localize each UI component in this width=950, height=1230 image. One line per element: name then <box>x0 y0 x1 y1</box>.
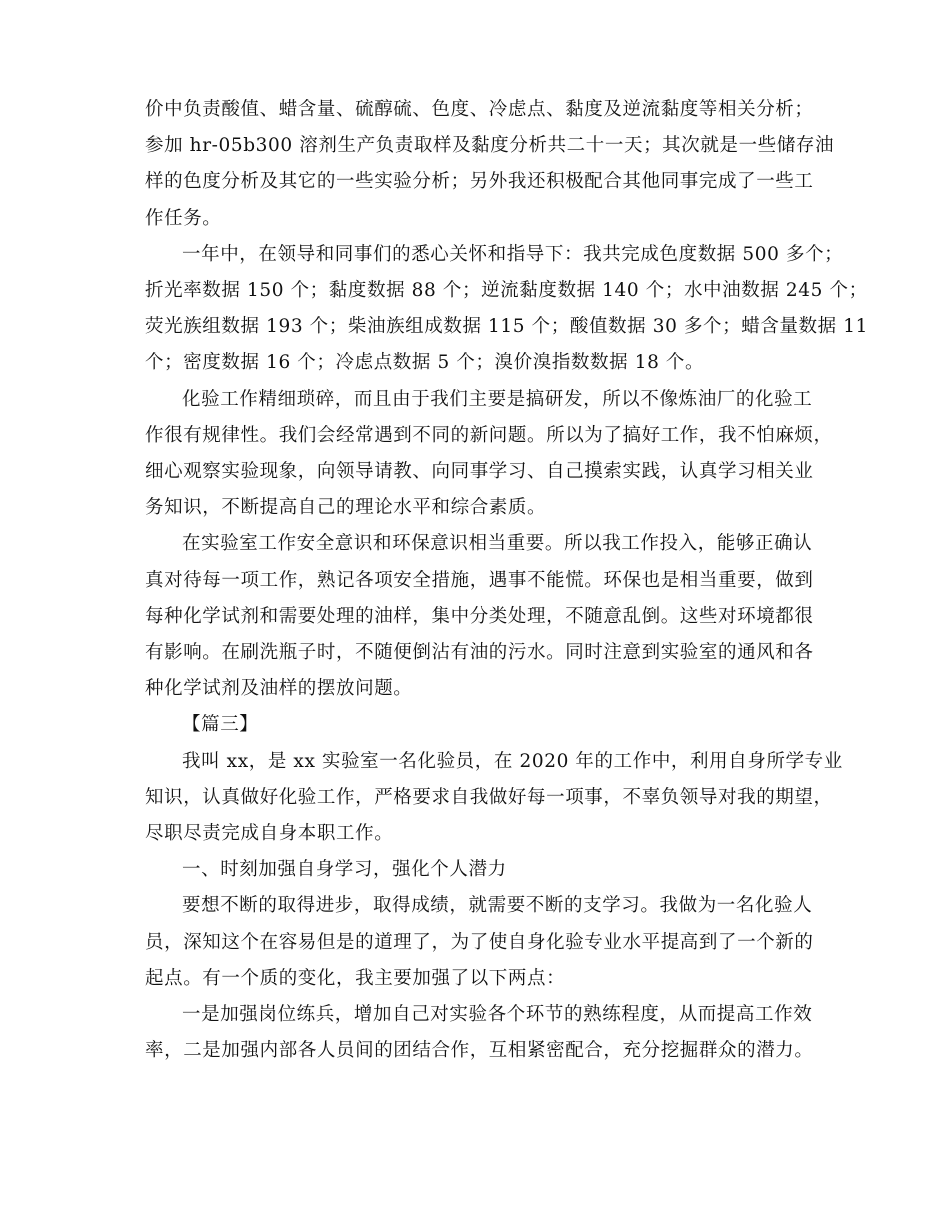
text-line <box>145 526 813 562</box>
line-text: 样的色度分析及其它的一些实验分析；另外我还积极配合其他同事完成了一些工 <box>145 171 814 193</box>
line-text: 价中负责酸值、蜡含量、硫醇硫、色度、冷虑点、黏度及逆流黏度等相关分析； <box>145 99 814 120</box>
text-line <box>145 852 805 888</box>
line-text: 员，深知这个在容易但是的道理了，为了使自身化验专业水平提高到了一个新的 <box>145 931 814 953</box>
line-text: 每种化学试剂和需要处理的油样，集中分类处理，不随意乱倒。这些对环境都很 <box>145 605 814 627</box>
text-line <box>145 454 814 490</box>
text-line <box>145 164 814 200</box>
paragraph-section-heading <box>145 707 805 743</box>
text-line <box>145 237 844 273</box>
text-line <box>145 563 814 599</box>
paragraph-two-points <box>145 997 814 1069</box>
text-line <box>145 1033 814 1069</box>
text-line <box>145 780 833 816</box>
text-line <box>145 671 805 707</box>
line-text: 有影响。在刷洗瓶子时，不随便倒沾有油的污水。同时注意到实验室的通风和各 <box>145 642 814 664</box>
text-line <box>145 273 868 309</box>
text-line <box>145 418 833 454</box>
line-text: 要想不断的取得进步，取得成绩，就需要不断的支学习。我做为一名化验人 <box>182 895 813 917</box>
line-text: 种化学试剂及油样的摆放问题。 <box>145 678 413 700</box>
line-text: 参加 hr-05b300 溶剂生产负责取样及黏度分析共二十一天；其次就是一些储存油 <box>145 135 835 157</box>
paragraph-study <box>145 888 814 997</box>
text-line <box>145 888 813 924</box>
line-text: 化验工作精细琐碎，而且由于我们主要是搞研发，所以不像炼油厂的化验工 <box>182 388 813 410</box>
text-line <box>145 997 813 1033</box>
text-line <box>145 816 805 852</box>
line-text: 尽职尽责完成自身本职工作。 <box>145 823 394 845</box>
line-text: 在实验室工作安全意识和环保意识相当重要。所以我工作投入，能够正确认 <box>182 533 813 555</box>
text-line <box>145 309 868 345</box>
text-line <box>145 382 813 418</box>
text-line <box>145 128 835 164</box>
paragraph-continued-analysis <box>145 92 835 237</box>
paragraph-intro <box>145 744 843 853</box>
text-line <box>145 92 814 128</box>
line-text: 折光率数据 150 个；黏度数据 88 个；逆流黏度数据 140 个；水中油数据 245 个； <box>145 280 868 302</box>
line-text: 我叫 xx，是 xx 实验室一名化验员，在 2020 年的工作中，利用自身所学专业 <box>182 750 843 772</box>
line-text: 作很有规律性。我们会经常遇到不同的新问题。所以为了搞好工作，我不怕麻烦， <box>145 424 833 446</box>
line-text: 一是加强岗位练兵，增加自己对实验各个环节的熟练程度，从而提高工作效 <box>182 1004 813 1026</box>
line-text: 作任务。 <box>145 207 222 229</box>
paragraph-safety <box>145 526 814 707</box>
line-text: 务知识，不断提高自己的理论水平和综合素质。 <box>145 497 547 519</box>
text-line <box>145 490 805 526</box>
paragraph-data-counts <box>145 237 868 382</box>
text-line <box>145 201 805 237</box>
line-text: 荧光族组数据 193 个；柴油族组成数据 115 个；酸值数据 30 多个；蜡含量数据 11 <box>145 316 868 338</box>
text-line <box>145 345 805 381</box>
line-text: 细心观察实验现象，向领导请教、向同事学习、自己摸索实践，认真学习相关业 <box>145 461 814 483</box>
line-text: 率，二是加强内部各人员间的团结合作，互相紧密配合，充分挖掘群众的潜力。 <box>145 1040 814 1062</box>
paragraph-lab-work <box>145 382 833 527</box>
text-line <box>145 635 814 671</box>
document-body <box>145 92 868 1069</box>
paragraph-subheading-1 <box>145 852 805 888</box>
line-text: 真对待每一项工作，熟记各项安全措施，遇事不能慌。环保也是相当重要，做到 <box>145 569 814 591</box>
text-line <box>145 744 843 780</box>
line-text: 个；密度数据 16 个；冷虑点数据 5 个；溴价溴指数数据 18 个。 <box>145 352 705 374</box>
line-text: 知识，认真做好化验工作，严格要求自我做好每一项事，不辜负领导对我的期望， <box>145 786 833 808</box>
text-line <box>145 599 814 635</box>
line-text: 起点。有一个质的变化，我主要加强了以下两点： <box>145 967 566 989</box>
text-line <box>145 961 805 997</box>
text-line <box>145 707 805 743</box>
line-text: 【篇三】 <box>182 714 259 736</box>
line-text: 一、时刻加强自身学习，强化个人潜力 <box>182 859 507 881</box>
text-line <box>145 925 814 961</box>
line-text: 一年中，在领导和同事们的悉心关怀和指导下：我共完成色度数据 500 多个； <box>182 243 844 265</box>
